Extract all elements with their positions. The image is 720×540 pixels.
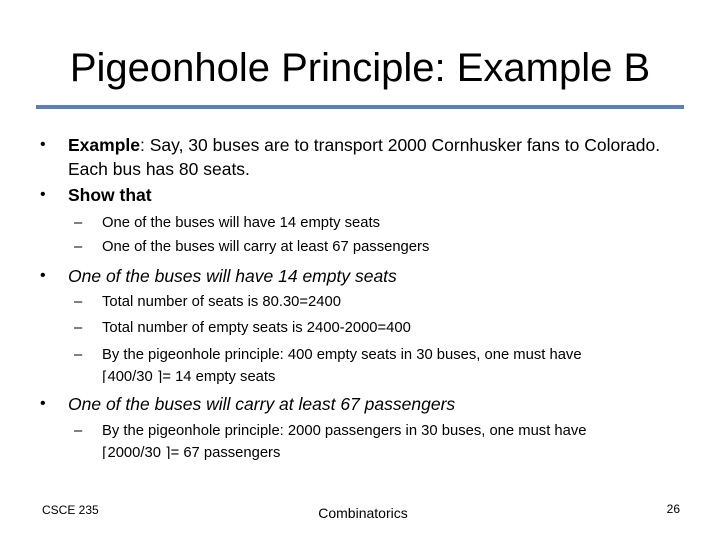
sub-bullet-dash: – bbox=[74, 215, 83, 231]
show-sub1-text: One of the buses will have 14 empty seats bbox=[102, 215, 381, 231]
example-text-line1: : Say, 30 buses are to transport 2000 Cornhusker fans to Colorado. bbox=[139, 135, 661, 155]
bullet-passengers bbox=[40, 392, 698, 416]
bullet-dot: • bbox=[40, 395, 46, 412]
show-that-label: Show that bbox=[68, 185, 152, 205]
footer-topic: Combinatorics bbox=[318, 505, 408, 521]
passengers-sub1-expr: 2000/30 bbox=[107, 445, 161, 461]
bullet-empty-seats bbox=[40, 264, 698, 288]
sub-bullet-dash: – bbox=[74, 347, 83, 363]
bullet-dot: • bbox=[40, 136, 46, 153]
sub-bullet-empty-1 bbox=[74, 291, 662, 313]
example-label: Example bbox=[68, 135, 140, 155]
empty-sub3-rest: = 14 empty seats bbox=[162, 369, 276, 385]
sub-bullet-show-1 bbox=[74, 212, 662, 234]
empty-sub2-text: Total number of empty seats is 2400-2000=400 bbox=[102, 320, 411, 336]
sub-bullet-dash: – bbox=[74, 423, 83, 439]
show-sub2-text: One of the buses will carry at least 67 passengers bbox=[102, 239, 430, 255]
sub-bullet-empty-2 bbox=[74, 317, 662, 339]
empty-sub3-expr: 400/30 bbox=[107, 369, 153, 385]
bullet-dot: • bbox=[40, 186, 46, 203]
footer-course: CSCE 235 bbox=[42, 503, 99, 517]
sub-bullet-show-2 bbox=[74, 236, 662, 258]
empty-sub1-text: Total number of seats is 80.30=2400 bbox=[102, 294, 341, 310]
ceiling-right-symbol: ⌉ bbox=[165, 445, 171, 461]
sub-bullet-passengers-1 bbox=[74, 420, 662, 464]
page-number: 26 bbox=[666, 502, 680, 516]
sub-bullet-dash: – bbox=[74, 239, 83, 255]
empty-sub3-line1: By the pigeonhole principle: 400 empty seats in 30 buses, one must have bbox=[102, 347, 582, 363]
empty-seats-heading: One of the buses will have 14 empty seats bbox=[68, 266, 397, 286]
passengers-sub1-rest: = 67 passengers bbox=[170, 445, 281, 461]
ceiling-left-symbol: ⌈ bbox=[102, 369, 108, 385]
ceiling-left-symbol: ⌈ bbox=[102, 445, 108, 461]
bullet-show-that bbox=[40, 183, 698, 207]
passengers-sub1-line1: By the pigeonhole principle: 2000 passengers in 30 buses, one must have bbox=[102, 423, 587, 439]
example-text-line2: Each bus has 80 seats. bbox=[68, 159, 250, 179]
ceiling-right-symbol: ⌉ bbox=[156, 369, 163, 385]
bullet-example bbox=[40, 133, 698, 181]
slide-title: Pigeonhole Principle: Example B bbox=[69, 46, 651, 90]
bullet-dot: • bbox=[40, 267, 46, 284]
sub-bullet-dash: – bbox=[74, 320, 83, 336]
sub-bullet-empty-3 bbox=[74, 344, 662, 388]
sub-bullet-dash: – bbox=[74, 294, 83, 310]
passengers-heading: One of the buses will carry at least 67 passengers bbox=[68, 394, 456, 414]
